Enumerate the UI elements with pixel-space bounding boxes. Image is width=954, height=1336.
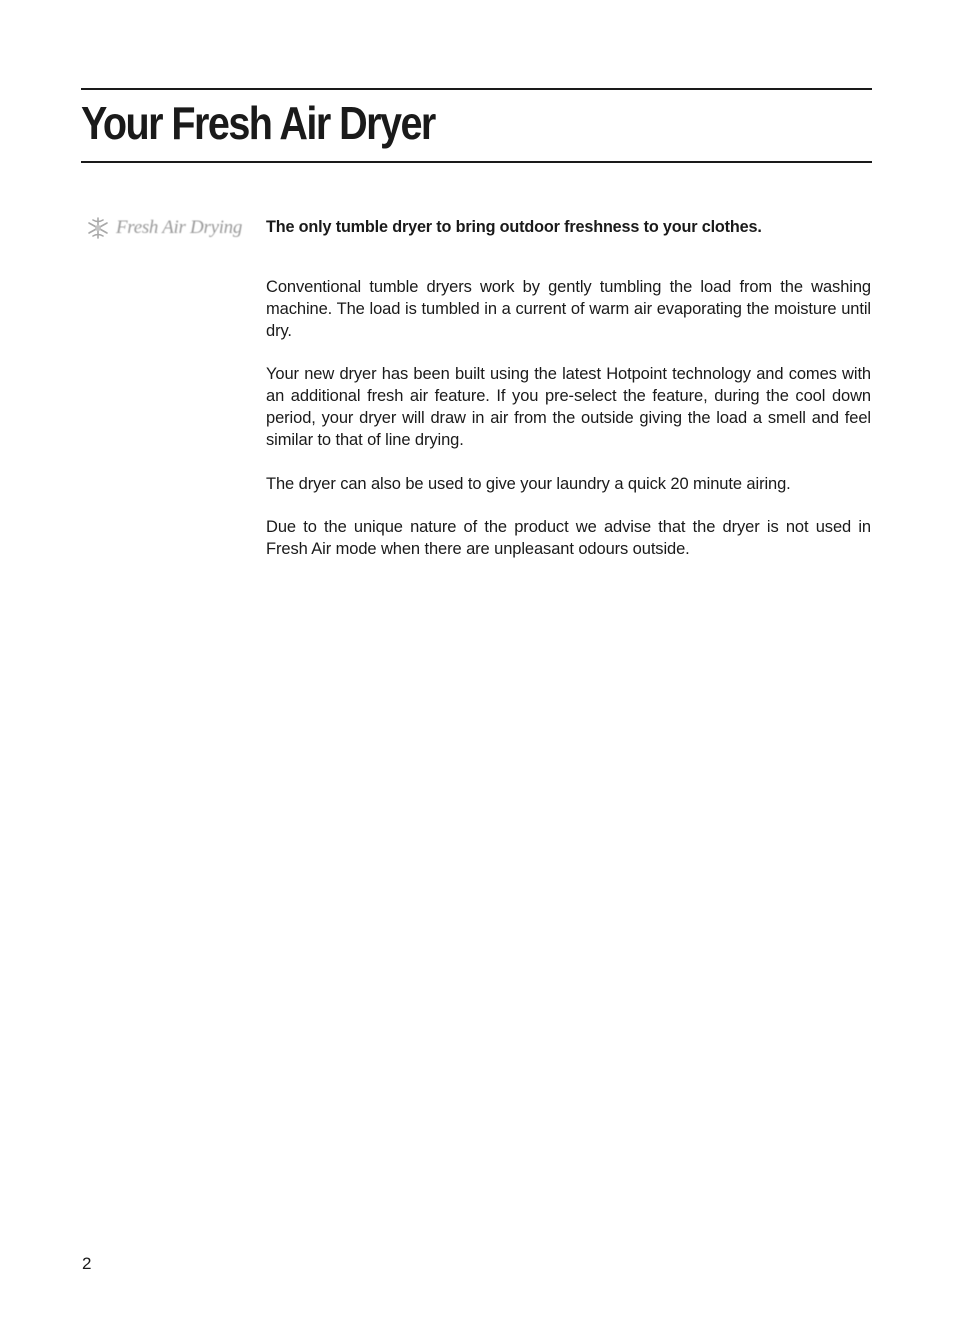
logo-text: Fresh Air Drying: [116, 217, 243, 238]
fresh-air-drying-logo: [84, 210, 260, 246]
paragraph: Due to the unique nature of the product we advise that the dryer is not used in Fresh Air mode when there are unpleasant odours outside.: [266, 518, 871, 559]
title-top-rule: [81, 88, 872, 90]
fresh-air-swirl-icon: [84, 214, 112, 242]
title-bottom-rule: [81, 161, 872, 163]
lead-statement: The only tumble dryer to bring outdoor freshness to your clothes.: [266, 218, 762, 236]
body-text: [266, 277, 871, 583]
paragraph: Conventional tumble dryers work by gently tumbling the load from the washing machine. The load is tumbled in a current of warm air evaporating the moisture until dry.: [266, 278, 871, 340]
paragraph: Your new dryer has been built using the latest Hotpoint technology and comes with an additional fresh air feature. If you pre-select the feature, during the cool down period, your dryer will draw in air from the outside giving the load a smell and feel similar to that of line drying.: [266, 365, 871, 449]
paragraph: The dryer can also be used to give your laundry a quick 20 minute airing.: [266, 474, 791, 493]
page-title: Your Fresh Air Dryer: [81, 97, 435, 149]
page-number: 2: [82, 1254, 92, 1273]
